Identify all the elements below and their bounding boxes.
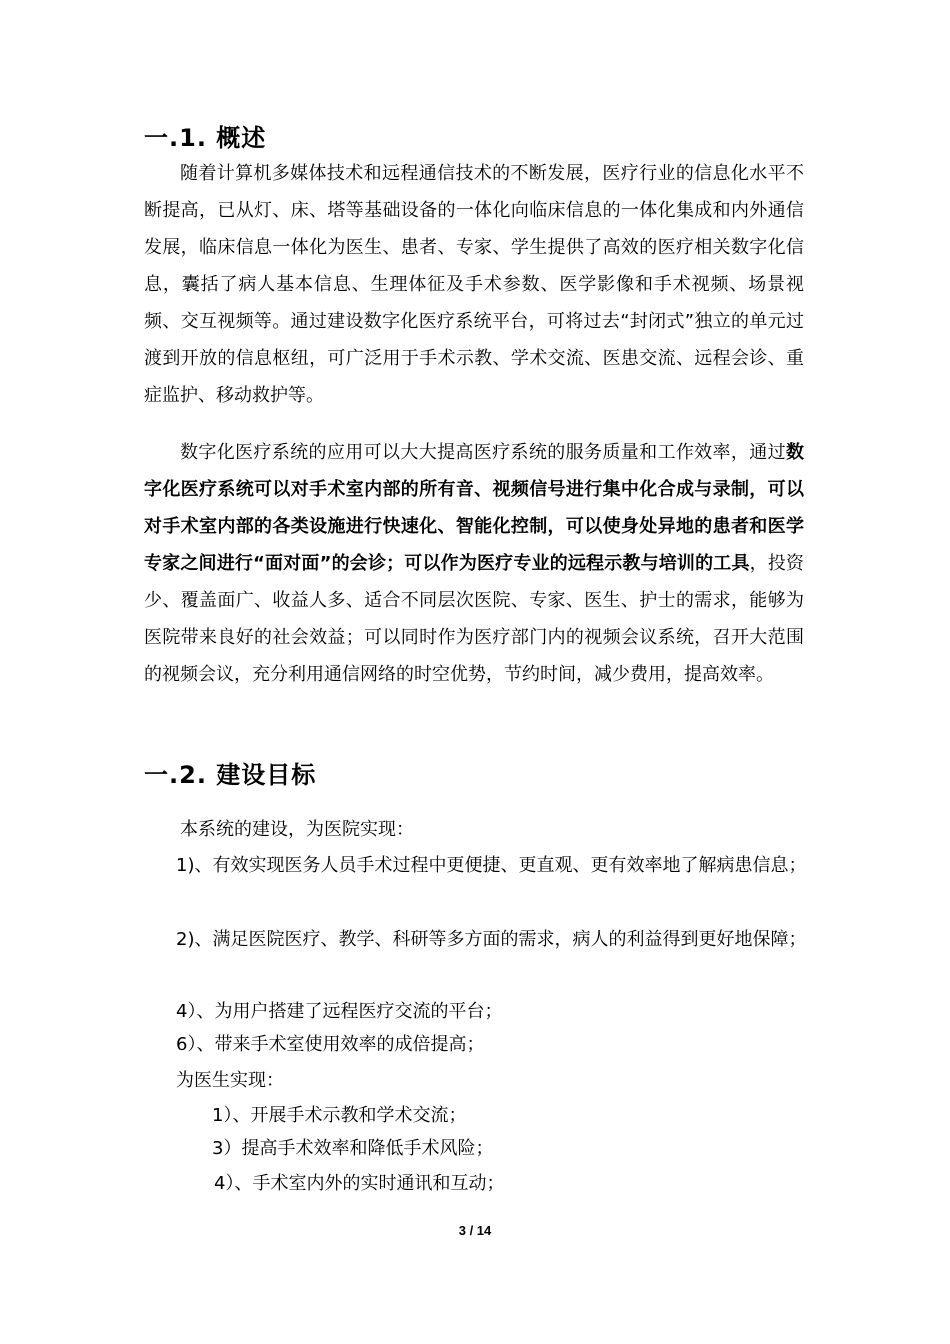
- paragraph-2-end: ，投资少、覆盖面广、收益人多、适合不同层次医院、专家、医生、护士的需求，能够为医院带来良好的社会效益；可以同时作为医疗部门内的视频会议系统，召开大范围的视频会议，充分利用通信网络的时空优势，节约时间，减少费用，提高效率。: [144, 553, 804, 685]
- overview-paragraph-1: 随着计算机多媒体技术和远程通信技术的不断发展，医疗行业的信息化水平不断提高，已从灯、床、塔等基础设备的一体化向临床信息的一体化集成和内外通信发展，临床信息一体化为医生、患者、专家、学生提供了高效的医疗相关数字化信息，囊括了病人基本信息、生理体征及手术参数、医学影像和手术视频、场景视频、交互视频等。通过建设数字化医疗系统平台，可将过去“封闭式”独立的单元过渡到开放的信息枢纽，可广泛用于手术示教、学术交流、医患交流、远程会诊、重症监护、移动救护等。: [144, 163, 804, 406]
- overview-paragraph-2: [144, 434, 804, 693]
- doctor-item-4: 4）、手术室内外的实时通讯和互动；: [214, 1173, 505, 1194]
- paragraph-2-bold: 数字化医疗系统可以对手术室内部的所有音、视频信号进行集中化合成与录制，可以对手术室内部的各类设施进行快速化、智能化控制，可以使身处异地的患者和医学专家之间进行“面对面”的会诊；可以作为医疗专业的远程示教与培训的工具: [144, 442, 804, 574]
- hospital-item-1: 1)、有效实现医务人员手术过程中更便捷、更直观、更有效率地了解病患信息；: [176, 855, 807, 876]
- doctor-intro: 为医生实现：: [176, 1070, 284, 1091]
- hospital-intro: 本系统的建设，为医院实现：: [180, 819, 414, 840]
- section-heading-overview: 一.1. 概述: [144, 124, 267, 152]
- section-heading-goals: 一.2. 建设目标: [144, 761, 317, 789]
- page-number: 3 / 14: [458, 1223, 492, 1238]
- hospital-item-4: 4）、为用户搭建了远程医疗交流的平台；: [176, 1001, 503, 1022]
- paragraph-2-start: 数字化医疗系统的应用可以大大提高医疗系统的服务质量和工作效率，通过: [180, 442, 786, 463]
- hospital-item-6: 6）、带来手术室使用效率的成倍提高；: [176, 1034, 485, 1055]
- doctor-item-3: 3）提高手术效率和降低手术风险；: [212, 1138, 494, 1159]
- hospital-item-2: 2)、满足医院医疗、教学、科研等多方面的需求，病人的利益得到更好地保障；: [176, 929, 807, 950]
- doctor-item-1: 1）、开展手术示教和学术交流；: [212, 1105, 467, 1126]
